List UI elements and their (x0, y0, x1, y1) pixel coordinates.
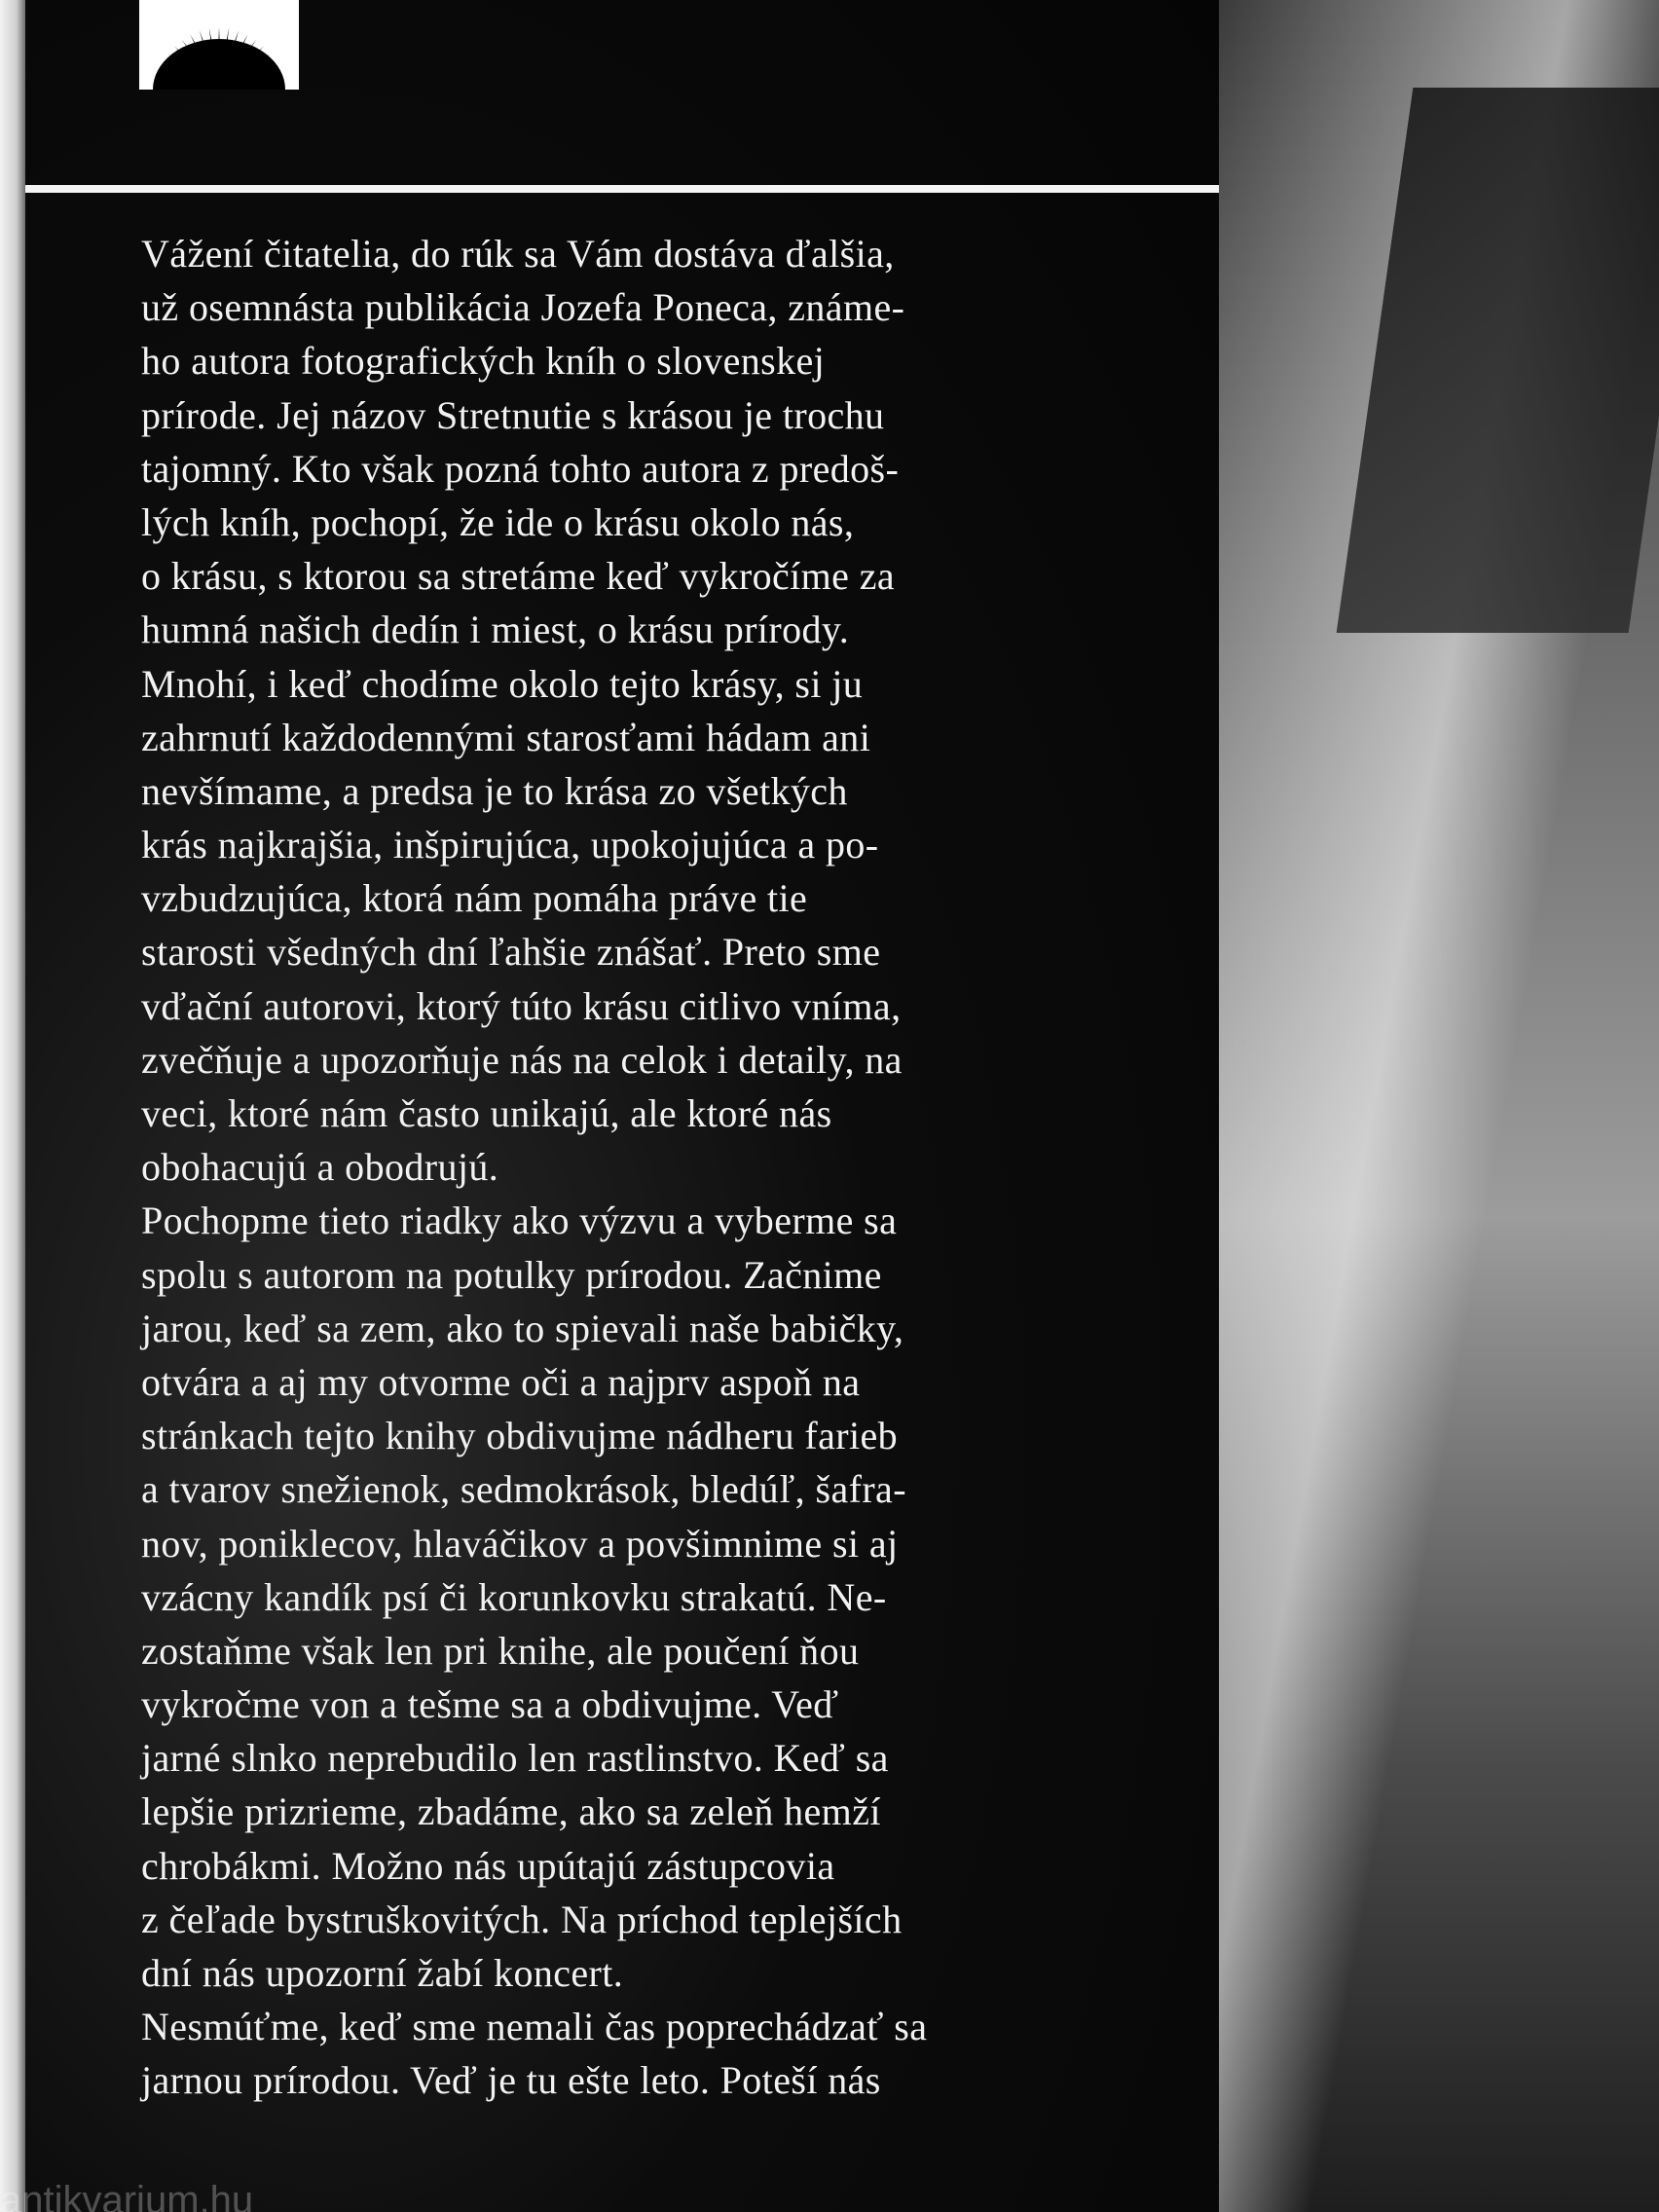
watermark: antikvarium.hu (0, 2181, 254, 2212)
sunburst-icon (139, 0, 299, 90)
text-line: chrobákmi. Možno nás upútajú zástupcovia (141, 1843, 835, 1888)
text-line: lepšie prizrieme, zbadáme, ako sa zeleň hemží (141, 1789, 881, 1834)
text-line: už osemnásta publikácia Jozefa Poneca, známe- (141, 285, 905, 330)
text-line: zahrnutí každodennými starosťami hádam ani (141, 715, 871, 759)
text-line: z čeľade bystruškovitých. Na príchod teplejších (141, 1897, 903, 1941)
text-line: jarné slnko neprebudilo len rastlinstvo. Keď sa (141, 1736, 889, 1781)
text-line: jarnou prírodou. Veď je tu ešte leto. Poteší nás (141, 2058, 881, 2103)
publisher-logo (139, 0, 299, 90)
text-line: ho autora fotografických kníh o slovenskej (141, 339, 826, 384)
text-line: a tvarov snežienok, sedmokrások, bledúľ, šafra- (141, 1467, 906, 1512)
text-line: otvára a aj my otvorme oči a najprv aspoň na (141, 1359, 861, 1404)
text-line: nevšímame, a predsa je to krása zo všetkých (141, 768, 848, 813)
body-text (141, 227, 1115, 2108)
text-line: starosti všedných dní ľahšie znášať. Preto sme (141, 930, 881, 975)
text-line: vzácny kandík psí či korunkovku strakatú. Ne- (141, 1574, 887, 1619)
text-line: obohacujú a obodrujú. (141, 1145, 499, 1190)
horizontal-rule (25, 185, 1219, 193)
text-line: stránkach tejto knihy obdivujme nádheru farieb (141, 1414, 899, 1458)
text-line: lých kníh, pochopí, že ide o krásu okolo nás, (141, 499, 855, 544)
text-line: krás najkrajšia, inšpirujúca, upokojujúca a po- (141, 823, 879, 867)
text-line: zostaňme však len pri knihe, ale poučení ňou (141, 1628, 860, 1673)
text-line: vzbudzujúca, ktorá nám pomáha práve tie (141, 876, 808, 921)
text-line: vďační autorovi, ktorý túto krásu citlivo vníma, (141, 983, 902, 1028)
left-page-edge (0, 0, 27, 2212)
text-line: spolu s autorom na potulky prírodou. Začnime (141, 1252, 882, 1297)
text-line: Pochopme tieto riadky ako výzvu a vyberme sa (141, 1198, 898, 1243)
text-line: tajomný. Kto však pozná tohto autora z predoš- (141, 446, 900, 491)
text-line: jarou, keď sa zem, ako to spievali naše babičky, (141, 1306, 904, 1350)
text-line: Nesmúťme, keď sme nemali čas poprechádzať sa (141, 2005, 928, 2049)
text-line: Mnohí, i keď chodíme okolo tejto krásy, si ju (141, 661, 864, 706)
cover-photo (1219, 0, 1659, 2212)
photo-dark-shape (1337, 88, 1659, 633)
text-line: prírode. Jej názov Stretnutie s krásou je trochu (141, 392, 885, 437)
text-line: veci, ktoré nám často unikajú, ale ktoré nás (141, 1091, 832, 1135)
text-line: zvečňuje a upozorňuje nás na celok i detaily, na (141, 1037, 903, 1082)
text-line: nov, poniklecov, hlaváčikov a povšimnime si aj (141, 1521, 899, 1566)
text-line: Vážení čitatelia, do rúk sa Vám dostáva ďalšia, (141, 232, 895, 276)
text-line: humná našich dedín i miest, o krásu prírody. (141, 608, 850, 652)
text-line: vykročme von a tešme sa a obdivujme. Veď (141, 1682, 839, 1727)
text-line: o krásu, s ktorou sa stretáme keď vykročíme za (141, 554, 896, 599)
text-line: dní nás upozorní žabí koncert. (141, 1951, 624, 1995)
